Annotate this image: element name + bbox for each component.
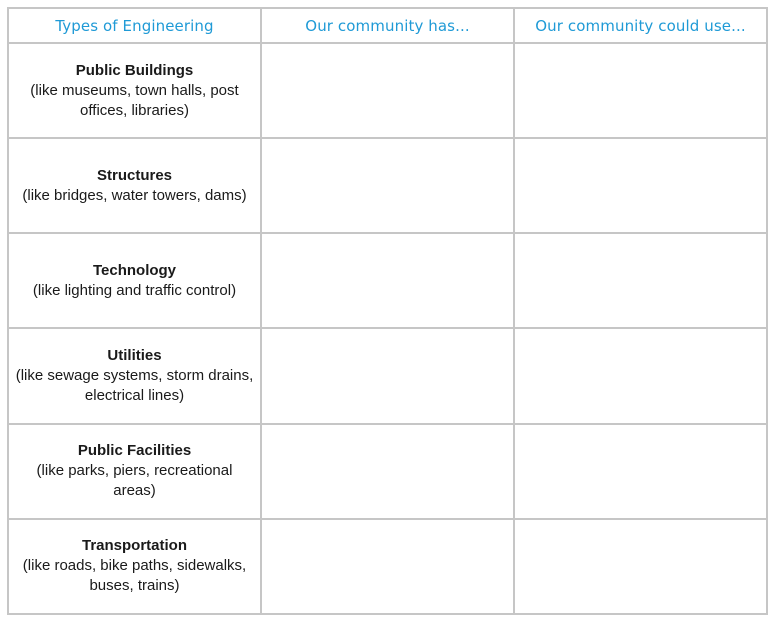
has-cell[interactable] — [261, 519, 514, 614]
type-cell-technology — [8, 233, 261, 328]
type-name: Transportation — [81, 537, 187, 555]
table-header — [8, 8, 767, 43]
type-examples: (like parks, piers, recreational areas) — [36, 462, 233, 500]
has-cell[interactable] — [261, 138, 514, 233]
engineering-worksheet-table — [7, 7, 768, 615]
could-use-cell[interactable] — [514, 519, 767, 614]
type-examples: (like roads, bike paths, sidewalks, buses, trains) — [22, 557, 247, 595]
table-row — [8, 328, 767, 423]
type-cell-public-buildings — [8, 43, 261, 138]
type-examples: (like bridges, water towers, dams) — [22, 186, 247, 204]
type-cell-structures — [8, 138, 261, 233]
has-cell[interactable] — [261, 424, 514, 519]
type-cell-utilities — [8, 328, 261, 423]
table-row — [8, 43, 767, 138]
has-cell[interactable] — [261, 43, 514, 138]
table-body — [8, 43, 767, 614]
type-cell-public-facilities — [8, 424, 261, 519]
type-name: Public Facilities — [77, 442, 192, 460]
table-row — [8, 233, 767, 328]
type-name: Structures — [96, 166, 173, 184]
type-examples: (like museums, town halls, post offices, libraries) — [30, 81, 239, 119]
has-cell[interactable] — [261, 328, 514, 423]
header-community-could-use: Our community could use... — [514, 8, 767, 43]
could-use-cell[interactable] — [514, 424, 767, 519]
could-use-cell[interactable] — [514, 43, 767, 138]
could-use-cell[interactable] — [514, 138, 767, 233]
header-types-of-engineering: Types of Engineering — [8, 8, 261, 43]
type-name: Public Buildings — [75, 61, 194, 79]
could-use-cell[interactable] — [514, 328, 767, 423]
type-cell-transportation — [8, 519, 261, 614]
type-name: Utilities — [107, 347, 162, 365]
has-cell[interactable] — [261, 233, 514, 328]
table-row — [8, 138, 767, 233]
type-examples: (like lighting and traffic control) — [32, 281, 237, 299]
header-row — [8, 8, 767, 43]
header-community-has: Our community has... — [261, 8, 514, 43]
could-use-cell[interactable] — [514, 233, 767, 328]
table-row — [8, 424, 767, 519]
type-name: Technology — [92, 261, 177, 279]
type-examples: (like sewage systems, storm drains, electrical lines) — [15, 367, 254, 405]
table-row — [8, 519, 767, 614]
